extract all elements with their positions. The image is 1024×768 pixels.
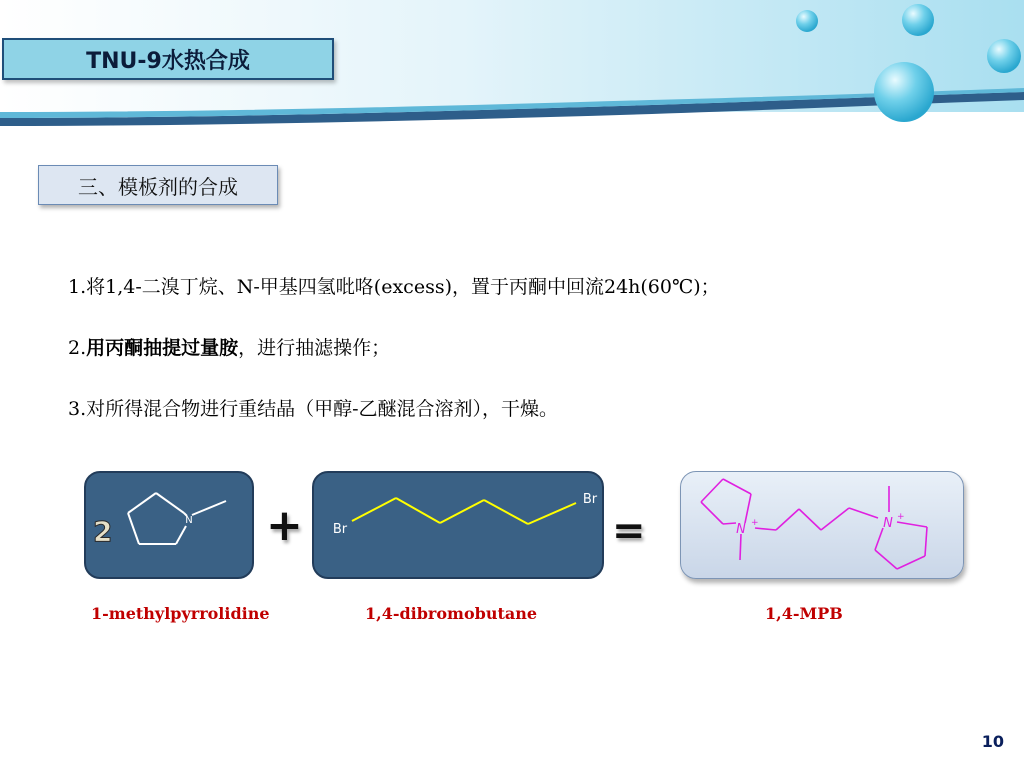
caption-reactant-2: 1,4-dibromobutane — [365, 604, 538, 623]
section-heading-box — [38, 165, 278, 205]
product-structure — [680, 471, 964, 579]
bubble-icon — [796, 10, 818, 32]
bromine-left-label: Br — [332, 522, 348, 537]
step-2-rest: ，进行抽滤操作； — [238, 337, 391, 359]
mpb-structure — [681, 472, 965, 580]
step-1-text: 1.将1,4-二溴丁烷、N-甲基四氢吡咯(excess)，置于丙酮中回流24h(60℃)； — [68, 276, 720, 298]
step-2 — [68, 333, 390, 360]
nitrogen-cation-left-label: N — [736, 522, 746, 537]
charge-left-label: + — [751, 518, 759, 528]
reactant-2-structure — [312, 471, 604, 579]
slide-title: TNU-9水热合成 — [86, 48, 250, 74]
step-3 — [68, 394, 558, 421]
dibromobutane-structure — [314, 473, 606, 581]
page-number: 10 — [981, 732, 1004, 751]
nitrogen-label: N — [185, 515, 193, 526]
step-2-emphasis: 用丙酮抽提过量胺 — [86, 337, 239, 359]
slide-title-box — [2, 38, 334, 80]
bromine-right-label: Br — [582, 492, 598, 507]
bubble-icon — [987, 39, 1021, 73]
caption-reactant-1: 1-methylpyrrolidine — [91, 604, 270, 623]
plus-sign: + — [266, 500, 303, 551]
charge-right-label: + — [897, 512, 905, 522]
bubble-icon — [874, 62, 934, 122]
equals-sign: = — [612, 508, 646, 554]
nitrogen-cation-right-label: N — [883, 516, 893, 531]
section-heading: 三、模板剂的合成 — [78, 174, 238, 199]
step-3-text: 3.对所得混合物进行重结晶（甲醇-乙醚混合溶剂），干燥。 — [68, 398, 559, 420]
caption-product: 1,4-MPB — [765, 604, 843, 623]
step-1 — [68, 272, 720, 299]
step-2-number: 2. — [68, 337, 87, 359]
bubble-icon — [902, 4, 934, 36]
stoichiometric-coefficient: 2 — [93, 515, 113, 548]
